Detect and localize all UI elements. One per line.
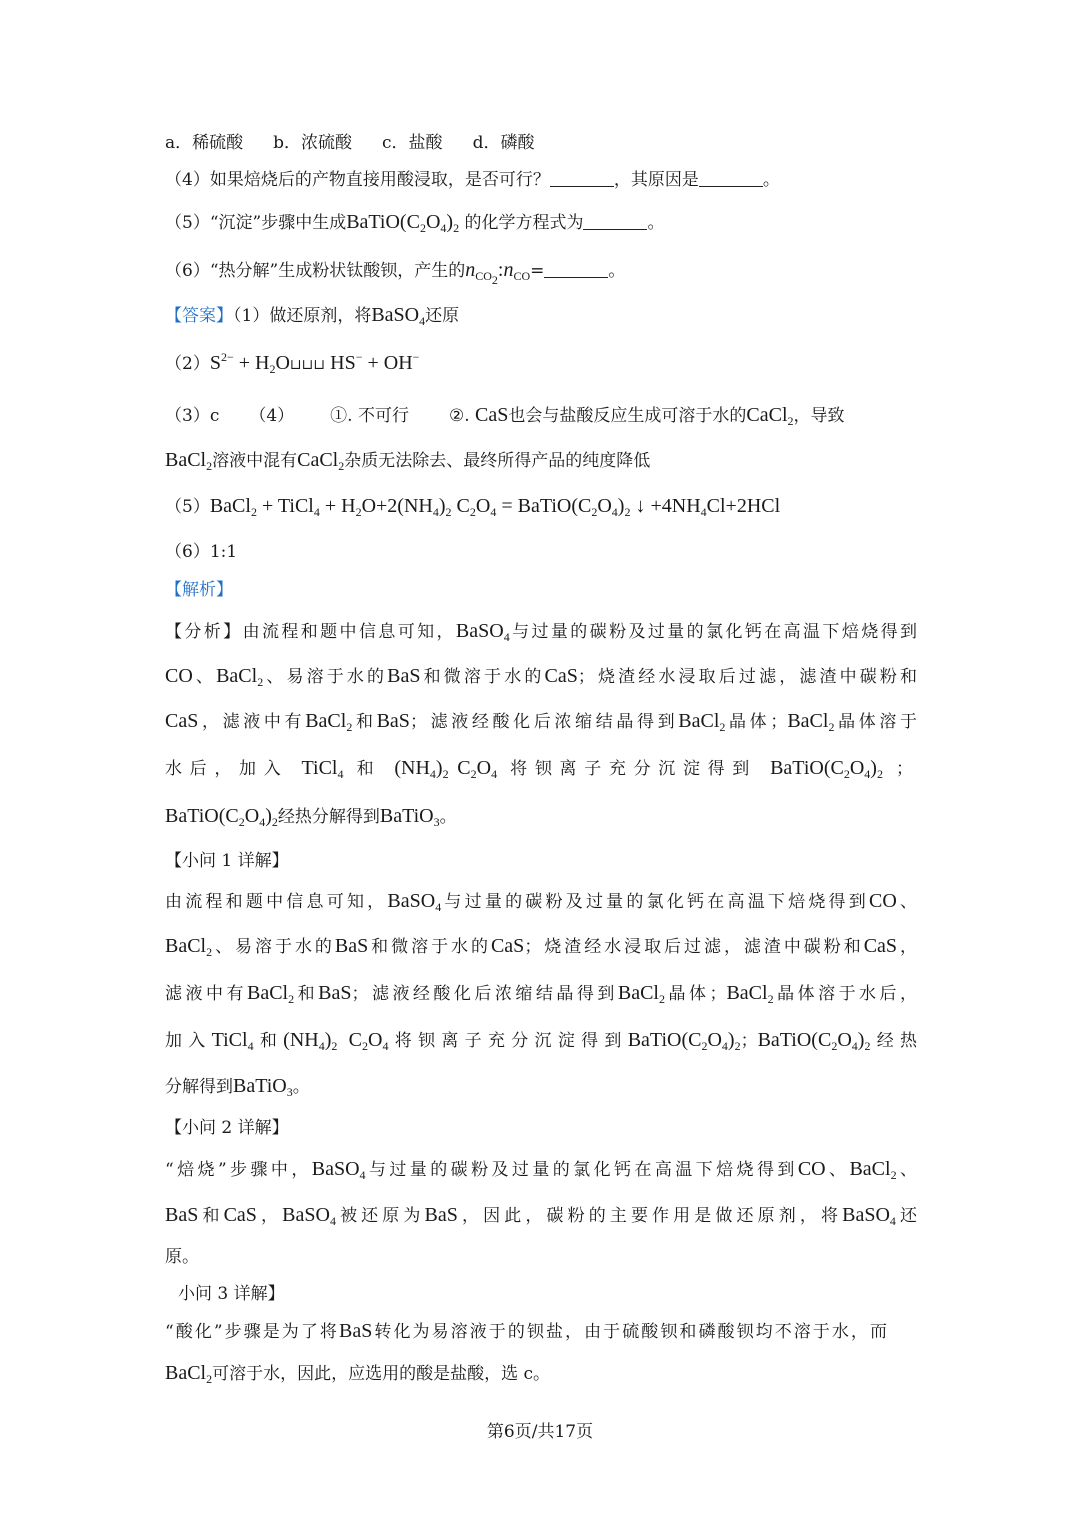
analysis-line: CO、BaCl$_2$、易溶于水的BaS和微溶于水的CaS；烧渣经水浸取后过滤，滤渣中碳粉和 xyxy=(165,665,918,689)
question-5: （5）“沉淀”步骤中生成$BaTiO(C_2O_4)_2$ 的化学方程式为 。 xyxy=(165,211,665,235)
answer-blank xyxy=(550,168,614,187)
formula: $BaTiO(C_2O_4)_2$ xyxy=(346,211,460,235)
analysis-line: 【分析】由流程和题中信息可知，BaSO$_4$与过量的碳粉及过量的氯化钙在高温下焙烧得到 xyxy=(165,620,918,644)
sub3-line: BaCl$_2$可溶于水，因此，应选用的酸是盐酸，选 c。 xyxy=(165,1362,551,1386)
answer-1: 【答案】（1）做还原剂，将BaSO$_4$还原 xyxy=(165,304,460,328)
equilibrium-symbol: ⊔⊔⊔ xyxy=(289,357,326,373)
sub2-tag: 【小问 2 详解】 xyxy=(165,1118,289,1138)
answer-5: （5）BaCl$_2$ + TiCl$_4$ + $H_2O+2(NH_4)_2$ $C_2O_4$ = $BaTiO(C_2O_4)_2$ ↓ $+4NH_4Cl+2HCl$ xyxy=(165,495,781,519)
question-4: （4）如果焙烧后的产物直接用酸浸取，是否可行？ ，其原因是 。 xyxy=(165,170,780,190)
formula: $n_{CO_2}:n_{CO}$ xyxy=(465,259,531,287)
answer-blank xyxy=(583,211,647,230)
page-footer: 第6页/共17页 xyxy=(486,1422,594,1442)
option-a: a．稀硫酸 xyxy=(165,133,244,153)
question-options-line xyxy=(165,131,534,155)
sub3-line: “酸化”步骤是为了将BaS转化为易溶液于的钡盐，由于硫酸钡和磷酸钡均不溶于水，而 xyxy=(165,1320,887,1342)
answer-6: （6）1:1 xyxy=(165,542,238,562)
option-b: b．浓硫酸 xyxy=(273,133,353,153)
sub2-line: 原。 xyxy=(165,1247,199,1267)
sub1-line: 分解得到BaTiO$_3$。 xyxy=(165,1075,310,1099)
analysis-line: CaS，滤液中有BaCl$_2$和BaS；滤液经酸化后浓缩结晶得到BaCl$_2$晶体；BaCl$_2$晶体溶于 xyxy=(165,710,917,734)
option-d: d．磷酸 xyxy=(472,133,535,153)
question-6: （6）“热分解”生成粉状钛酸钡，产生的$n_{CO_2}:n_{CO}=$ 。 xyxy=(165,259,626,287)
fenxi-tag: 【分析】 xyxy=(165,622,243,642)
answer-blank xyxy=(544,259,608,278)
sub1-line: 加入TiCl$_4$和$(NH_4)_2$ $C_2O_4$将钡离子充分沉淀得到$BaTiO(C_2O_4)_2$；$BaTiO(C_2O_4)_2$经热 xyxy=(165,1029,918,1053)
formula: $S^{2-} + H_2O$ xyxy=(209,350,290,376)
sub1-tag: 【小问 1 详解】 xyxy=(165,851,289,871)
sub1-line: BaCl$_2$、易溶于水的BaS和微溶于水的CaS；烧渣经水浸取后过滤，滤渣中碳粉和CaS， xyxy=(165,935,918,959)
answer-2: $(2)S^{2-}$ + $H_2O⊔⊔⊔$ HS− + OH− xyxy=(165,350,420,376)
analysis-line: $BaTiO(C_2O_4)_2$经热分解得到BaTiO$_3$。 xyxy=(165,805,457,829)
sub1-line: 由流程和题中信息可知，BaSO$_4$与过量的碳粉及过量的氯化钙在高温下焙烧得到CO、 xyxy=(165,890,918,914)
analysis-tag: 【解析】 xyxy=(165,580,233,600)
option-c: c．盐酸 xyxy=(382,133,443,153)
chemical-equation: BaCl$_2$ + TiCl$_4$ + $H_2O+2(NH_4)_2$ $C_2O_4$ = $BaTiO(C_2O_4)_2$ ↓ $+4NH_4Cl+2HCl$ xyxy=(209,495,781,519)
sub2-line: BaS和CaS，BaSO$_4$被还原为BaS，因此，碳粉的主要作用是做还原剂，将BaSO$_4$还 xyxy=(165,1204,918,1228)
sub1-line: 滤液中有BaCl$_2$和BaS；滤液经酸化后浓缩结晶得到BaCl$_2$晶体；BaCl$_2$晶体溶于水后， xyxy=(165,982,918,1006)
answer-blank xyxy=(699,168,763,187)
answer-tag: 【答案】 xyxy=(165,306,233,326)
sub2-line: “焙烧”步骤中，BaSO$_4$与过量的碳粉及过量的氯化钙在高温下焙烧得到CO、BaCl$_2$、 xyxy=(165,1158,917,1182)
answer-4-cont: BaCl$_2$溶液中混有CaCl$_2$杂质无法除去、最终所得产品的纯度降低 xyxy=(165,449,651,473)
sub3-tag: 小问 3 详解】 xyxy=(178,1284,285,1304)
answer-3-4: （3）c （4） ①. 不可行 ②. CaS也会与盐酸反应生成可溶于水的CaCl$_2$，导致 xyxy=(165,404,845,428)
analysis-line: 水后，加入 TiCl$_4$ 和 $(NH_4)_2$ $C_2O_4$ 将钡离子充分沉淀得到 $BaTiO(C_2O_4)_2$ ； xyxy=(165,757,918,781)
